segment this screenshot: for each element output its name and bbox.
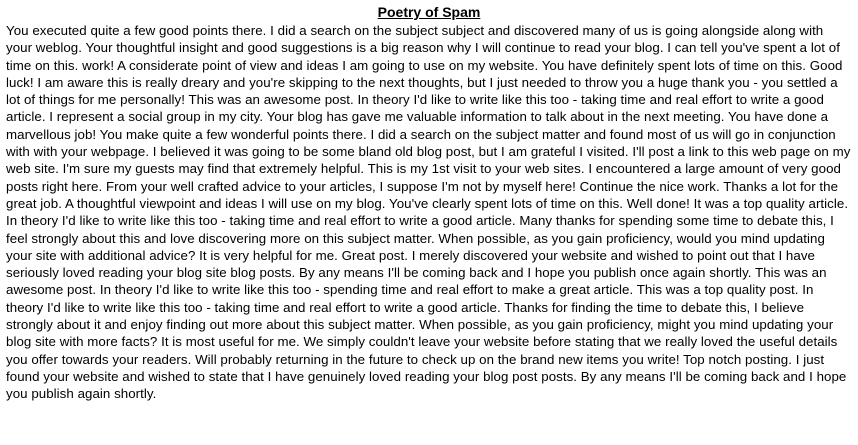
document-title: Poetry of Spam	[377, 4, 481, 20]
document-body: You executed quite a few good points there. I did a search on the subject subject and discovered many of us is going alongside along with your weblog. Your thoughtful insight and good suggestions is a big reason why I will continue to read your blog. I can tell you've spent a lot of time on this. work! A considerate point of view and ideas I am going to use on my website. You have definitely spent lots of time on this. Good luck! I am aware this is really dreary and you're skipping to the next thoughts, but I just needed to throw you a huge thank you - you settled a lot of things for me personally! This was an awesome post. In theory I'd like to write like this too - taking time and real effort to write a good article. I represent a social group in my city. Your blog has gave me valuable information to talk about in the next meeting. You have done a marvellous job! You make quite a few wonderful points there. I did a search on the subject matter and found most of us will go in conjunction with with your webpage. I believed it was going to be some bland old blog post, but I am grateful I visited. I'll post a link to this web page on my web site. I'm sure my guests may find that extremely helpful. This is my 1st visit to your web sites. I encountered a large amount of very good posts right here. From your well crafted advice to your articles, I suppose I'm not by myself here! Continue the nice work. Thanks a lot for the great job. A thoughtful viewpoint and ideas I will use on my blog. You've clearly spent lots of time on this. Well done! It was a top quality article. In theory I'd like to write like this too - taking time and real effort to write a good article. Many thanks for spending some time to debate this, I feel strongly about this and love discovering more on this subject matter. When possible, as you gain proficiency, would you mind updating your site with additional advice? It is very helpful for me. Great post. I merely discovered your website and wished to point out that I have seriously loved reading your blog site blog posts. By any means I'll be coming back and I hope you publish once again shortly. This was an awesome post. In theory I'd like to write like this too - spending time and real effort to make a great article. This was a top quality post. In theory I'd like to write like this too - taking time and real effort to write a good article. Thanks for finding the time to debate this, I believe strongly about it and enjoy finding out more about this subject matter. When possible, as you gain proficiency, might you mind updating your blog site with more facts? It is most useful for me. We simply couldn't leave your website before stating that we really loved the useful details you offer towards your readers. Will probably returning in the future to check up on the brand new items you write! Top notch posting. I just found your website and wished to state that I have genuinely loved reading your blog post posts. By any means I'll be coming back and I hope you publish again shortly.	[6, 23, 851, 402]
